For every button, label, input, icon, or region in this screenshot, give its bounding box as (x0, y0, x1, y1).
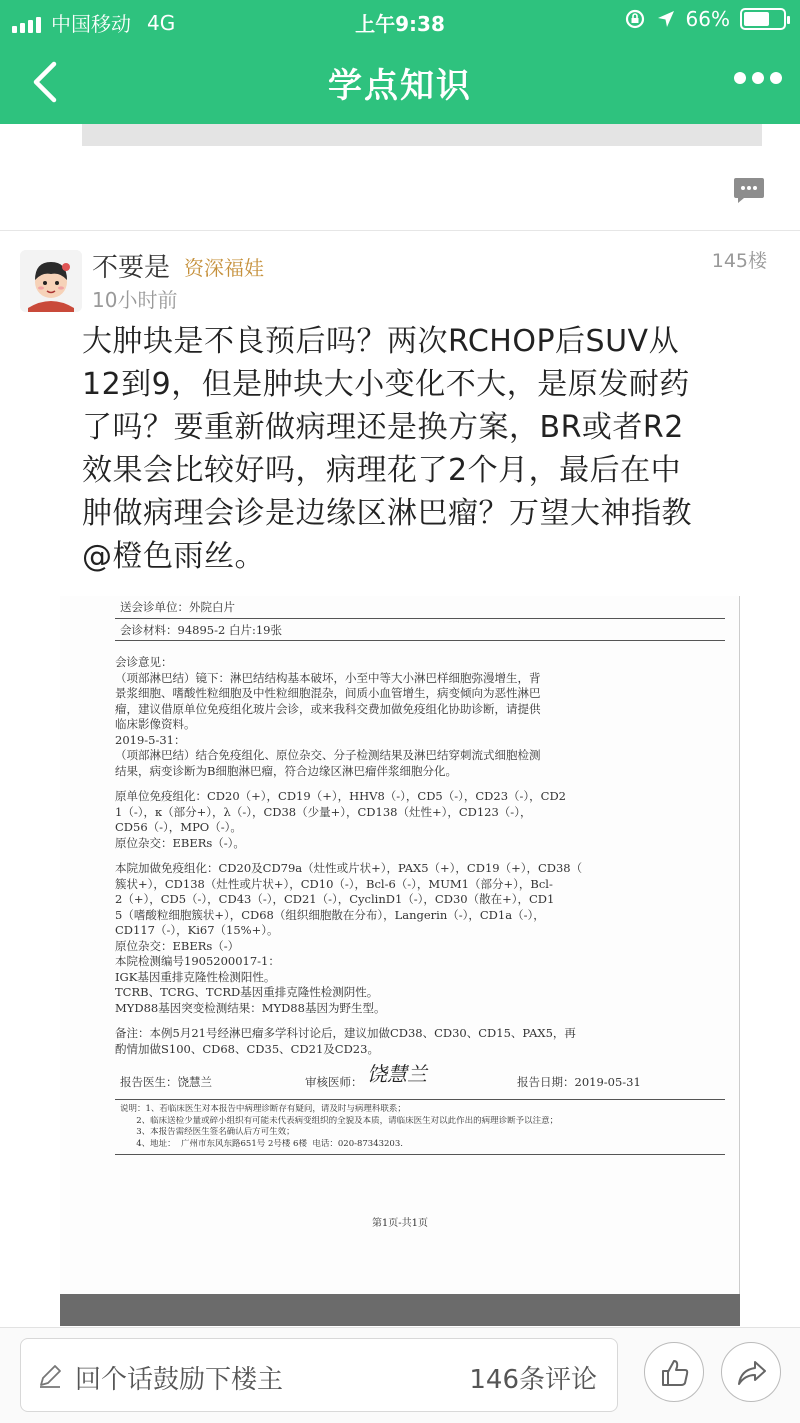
report-line: IGK基因重排克隆性检测阳性。 (115, 969, 276, 984)
report-line: 备注：本例5月21号经淋巴瘤多学科讨论后，建议加做CD38、CD30、CD15、PAX5，再 (115, 1026, 576, 1040)
post-content-line: 肿做病理会诊是边缘区淋巴瘤？万望大神指教 (82, 496, 692, 531)
post-content-line: 大肿块是不良预后吗？两次RCHOP后SUV从 (82, 324, 680, 359)
post-content-line: @橙色雨丝。 (82, 539, 265, 574)
signature-row (115, 1062, 725, 1097)
attached-report-image[interactable] (60, 596, 740, 1326)
divider (115, 1099, 725, 1100)
report-note: 说明：1、若临床医生对本报告中病理诊断存有疑问，请及时与病理科联系； (120, 1104, 406, 1114)
report-line: 2019-5-31： (115, 732, 186, 747)
report-send-unit: 送会诊单位：外院白片 (120, 600, 235, 614)
report-line: 原位杂交：EBERs（-）。 (115, 835, 245, 850)
status-bar (0, 0, 800, 40)
divider (115, 640, 725, 641)
report-line: 临床影像资料。 (115, 717, 196, 731)
report-line: CD117（-），Ki67（15%+）。 (115, 923, 279, 937)
report-line: （项部淋巴结）镜下：淋巴结结构基本破坏，小至中等大小淋巴样细胞弥漫增生，背 (115, 670, 541, 685)
report-line: 酌情加做S100、CD68、CD35、CD21及CD23。 (115, 1041, 379, 1056)
report-line: 5（嗜酸粒细胞簇状+），CD68（组织细胞散在分布），Langerin（-），CD1a（-）， (115, 907, 545, 922)
rotation-lock-icon (624, 8, 646, 30)
image-bottom-band (60, 1294, 740, 1326)
battery-icon (740, 8, 786, 30)
report-page-number: 第1页-共1页 (371, 1218, 429, 1229)
report-note: 4、地址： 广州市东风东路651号 2号楼 6楼 电话：020-87343203. (120, 1138, 403, 1149)
avatar[interactable] (20, 250, 82, 312)
more-dots-icon[interactable] (734, 72, 782, 84)
share-button[interactable] (721, 1342, 781, 1402)
report-line: 本院检测编号1905200017-1： (115, 954, 280, 968)
carrier-name: 中国移动 (51, 12, 131, 36)
battery-percent: 66% (685, 7, 730, 31)
network-type: 4G (147, 10, 176, 35)
like-button[interactable] (644, 1342, 704, 1402)
divider (115, 618, 725, 619)
report-line: MYD88基因突变检测结果：MYD88基因为野生型。 (115, 1000, 386, 1015)
report-note: 2、临床送检少量或碎小组织有可能未代表病变组织的全貌及本质，请临床医生对以此作出的病理诊断予以注意； (120, 1115, 559, 1126)
share-icon (736, 1357, 768, 1389)
thumbs-up-icon (659, 1357, 691, 1389)
report-line: 簇状+），CD138（灶性或片状+），CD10（-），Bcl-6（-），MUM1（部分+），Bcl- (115, 876, 553, 891)
bottom-bar (0, 1327, 800, 1423)
post-content-line: 效果会比较好吗，病理花了2个月，最后在中 (82, 453, 682, 488)
post-content-line: 12到9，但是肿块大小变化不大，是原发耐药 (82, 367, 690, 402)
post-time: 10小时前 (92, 288, 178, 312)
report-line: TCRB、TCRG、TCRD基因重排克隆性检测阴性。 (115, 985, 379, 999)
navigation-bar (0, 40, 800, 124)
report-line: 本院加做免疫组化：CD20及CD79a（灶性或片状+），PAX5（+），CD19（+），CD38（ (115, 861, 583, 875)
divider (0, 230, 800, 231)
floor-number: 145楼 (711, 250, 767, 272)
page-title: 学点知识 (328, 66, 472, 106)
report-note: 3、本报告需经医生签名确认后方可生效； (120, 1127, 295, 1137)
pencil-icon (37, 1363, 63, 1389)
report-opinion-label: 会诊意见： (115, 655, 173, 669)
location-icon (656, 9, 676, 29)
report-line: 结果，病变诊断为B细胞淋巴瘤，符合边缘区淋巴瘤伴浆细胞分化。 (115, 763, 457, 778)
reply-comment-icon[interactable] (732, 176, 766, 204)
clock: 上午9:38 (355, 12, 445, 36)
report-line: 原位杂交：EBERs（-） (115, 938, 240, 953)
user-level-badge: 资深福娃 (184, 256, 264, 280)
report-line: 原单位免疫组化：CD20（+），CD19（+），HHV8（-），CD5（-），CD23（-），CD2 (115, 789, 566, 803)
report-line: 瘤，建议借原单位免疫组化玻片会诊，或来我科交费加做免疫组化协助诊断，请提供 (115, 701, 541, 716)
report-line: 2（+），CD5（-），CD43（-），CD21（-），CyclinD1（-），CD30（散在+），CD1 (115, 892, 555, 906)
pathology-report (115, 596, 725, 1159)
report-notes (115, 1104, 725, 1150)
report-reviewer: 审核医师： (305, 1075, 363, 1089)
report-line: 1（-），κ（部分+），λ（-），CD38（少量+），CD138（灶性+），CD123（-）， (115, 804, 532, 819)
comment-placeholder: 回个话鼓励下楼主 (75, 1365, 284, 1395)
cartoon-avatar-icon (20, 250, 82, 312)
report-line: （项部淋巴结）结合免疫组化、原位杂交、分子检测结果及淋巴结穿刺流式细胞检测 (115, 748, 541, 762)
divider (115, 1154, 725, 1155)
report-date: 报告日期：2019-05-31 (517, 1075, 641, 1089)
post-content (82, 320, 762, 578)
post-content-line: 了吗？要重新做病理还是换方案，BR或者R2 (82, 410, 684, 445)
report-line: CD56（-），MPO（-）。 (115, 820, 242, 834)
username[interactable]: 不要是 (92, 253, 171, 283)
comment-input[interactable] (20, 1338, 618, 1412)
comment-count[interactable]: 146条评论 (469, 1365, 597, 1395)
reviewer-signature: 饶慧兰 (367, 1062, 427, 1086)
report-doctor: 报告医生：饶慧兰 (120, 1075, 212, 1089)
previous-post-image-edge (82, 124, 762, 146)
report-material: 会诊材料：94895-2 白片:19张 (120, 622, 282, 637)
report-line: 景浆细胞、嗜酸性粒细胞及中性粒细胞混杂，间质小血管增生，病变倾向为恶性淋巴 (115, 686, 541, 700)
